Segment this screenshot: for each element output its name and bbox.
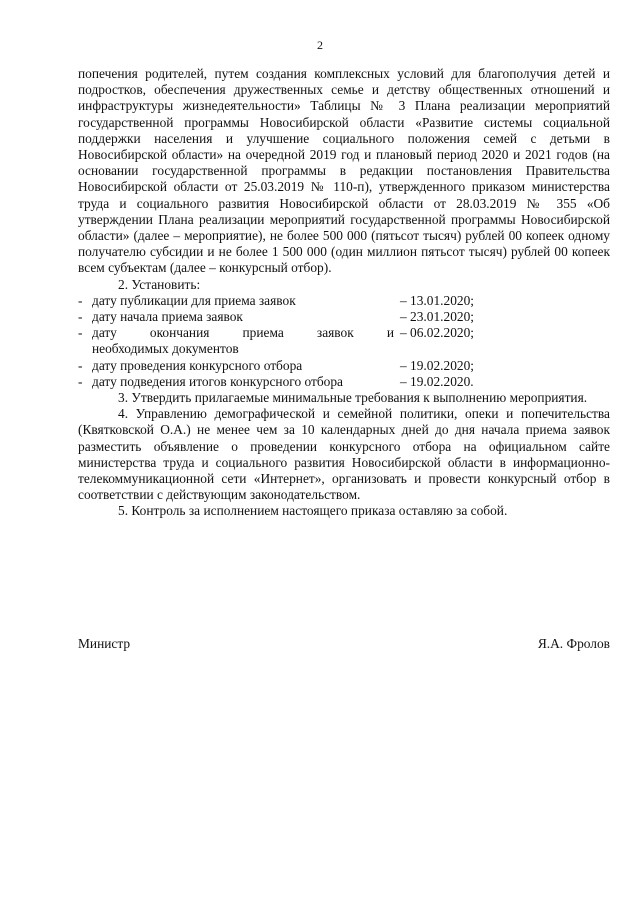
- date-row-selection: [78, 358, 610, 374]
- date-row-end: [78, 325, 610, 341]
- date-label: дату проведения конкурсного отбора: [92, 357, 303, 373]
- list-dash: -: [78, 357, 83, 373]
- list-dash: -: [78, 292, 83, 308]
- item-5: 5. Контроль за исполнением настоящего приказа оставляю за собой.: [118, 503, 508, 519]
- date-value: – 13.01.2020;: [400, 292, 475, 308]
- list-dash: -: [78, 373, 83, 389]
- item-2-heading: 2. Установить:: [118, 276, 201, 292]
- signatory-position: Министр: [78, 636, 131, 651]
- date-value: – 19.02.2020.: [400, 373, 474, 389]
- date-value: – 06.02.2020;: [400, 325, 475, 341]
- paragraph-continuation: попечения родителей, путем создания комплексных условий для благополучия детей и подростков, обеспечения дружественных семье и детству общественных отношений и инфраструктуры жизнедеятельности» Таблицы № 3 Плана реализации мероприятий государственной программы Новосибирской области «Развитие системы социальной поддержки населения и улучшение социального положения семей с детьми в Новосибирской области» на очередной 2019 год и плановый период 2020 и 2021 годов (на основании государственной программы в редакции постановления Правительства Новосибирской области от 25.03.2019 № 110-п), утвержденного приказом министерства труда и социального развития Новосибирской области от 28.03.2019 № 355 «Об утверждении Плана реализации мероприятий государственной программы Новосибирской области» (далее – мероприятие), не более 500 000 (пятьсот тысяч) рублей 00 копеек одному получателю субсидии и не более 1 500 000 (один миллион пятьсот тысяч) рублей 00 копеек всем субъектам (далее – конкурсный отбор).: [78, 66, 610, 276]
- date-label: дату публикации для приема заявок: [92, 292, 296, 308]
- signatory-name: Я.А. Фролов: [537, 636, 610, 651]
- date-row-results: [78, 374, 610, 390]
- date-value: – 19.02.2020;: [400, 357, 475, 373]
- list-dash: -: [78, 309, 83, 325]
- date-label-continuation: необходимых документов: [92, 341, 239, 357]
- list-dash: -: [78, 325, 83, 341]
- date-row-start: [78, 309, 610, 325]
- date-label: дату подведения итогов конкурсного отбора: [92, 373, 344, 389]
- date-label: дату начала приема заявок: [92, 309, 243, 325]
- date-label: дату окончания приема заявок и: [92, 325, 394, 341]
- date-row-publication: [78, 293, 610, 309]
- item-4: 4. Управлению демографической и семейной политики, опеки и попечительства (Квятковской О.А.) не менее чем за 10 календарных дней до дня начала приема заявок разместить объявление о проведении конкурсного отбора на официальном сайте министерства труда и социального развития Новосибирской области в информационно-телекоммуникационной сети «Интернет», организовать и провести конкурсный отбор в соответствии с действующим законодательством.: [78, 406, 610, 503]
- document-body: [78, 66, 610, 520]
- item-3: 3. Утвердить прилагаемые минимальные требования к выполнению мероприятия.: [118, 390, 588, 406]
- page-number: 2: [317, 38, 323, 52]
- dates-list: [78, 293, 610, 390]
- date-value: – 23.01.2020;: [400, 309, 475, 325]
- signature-block: [78, 636, 610, 652]
